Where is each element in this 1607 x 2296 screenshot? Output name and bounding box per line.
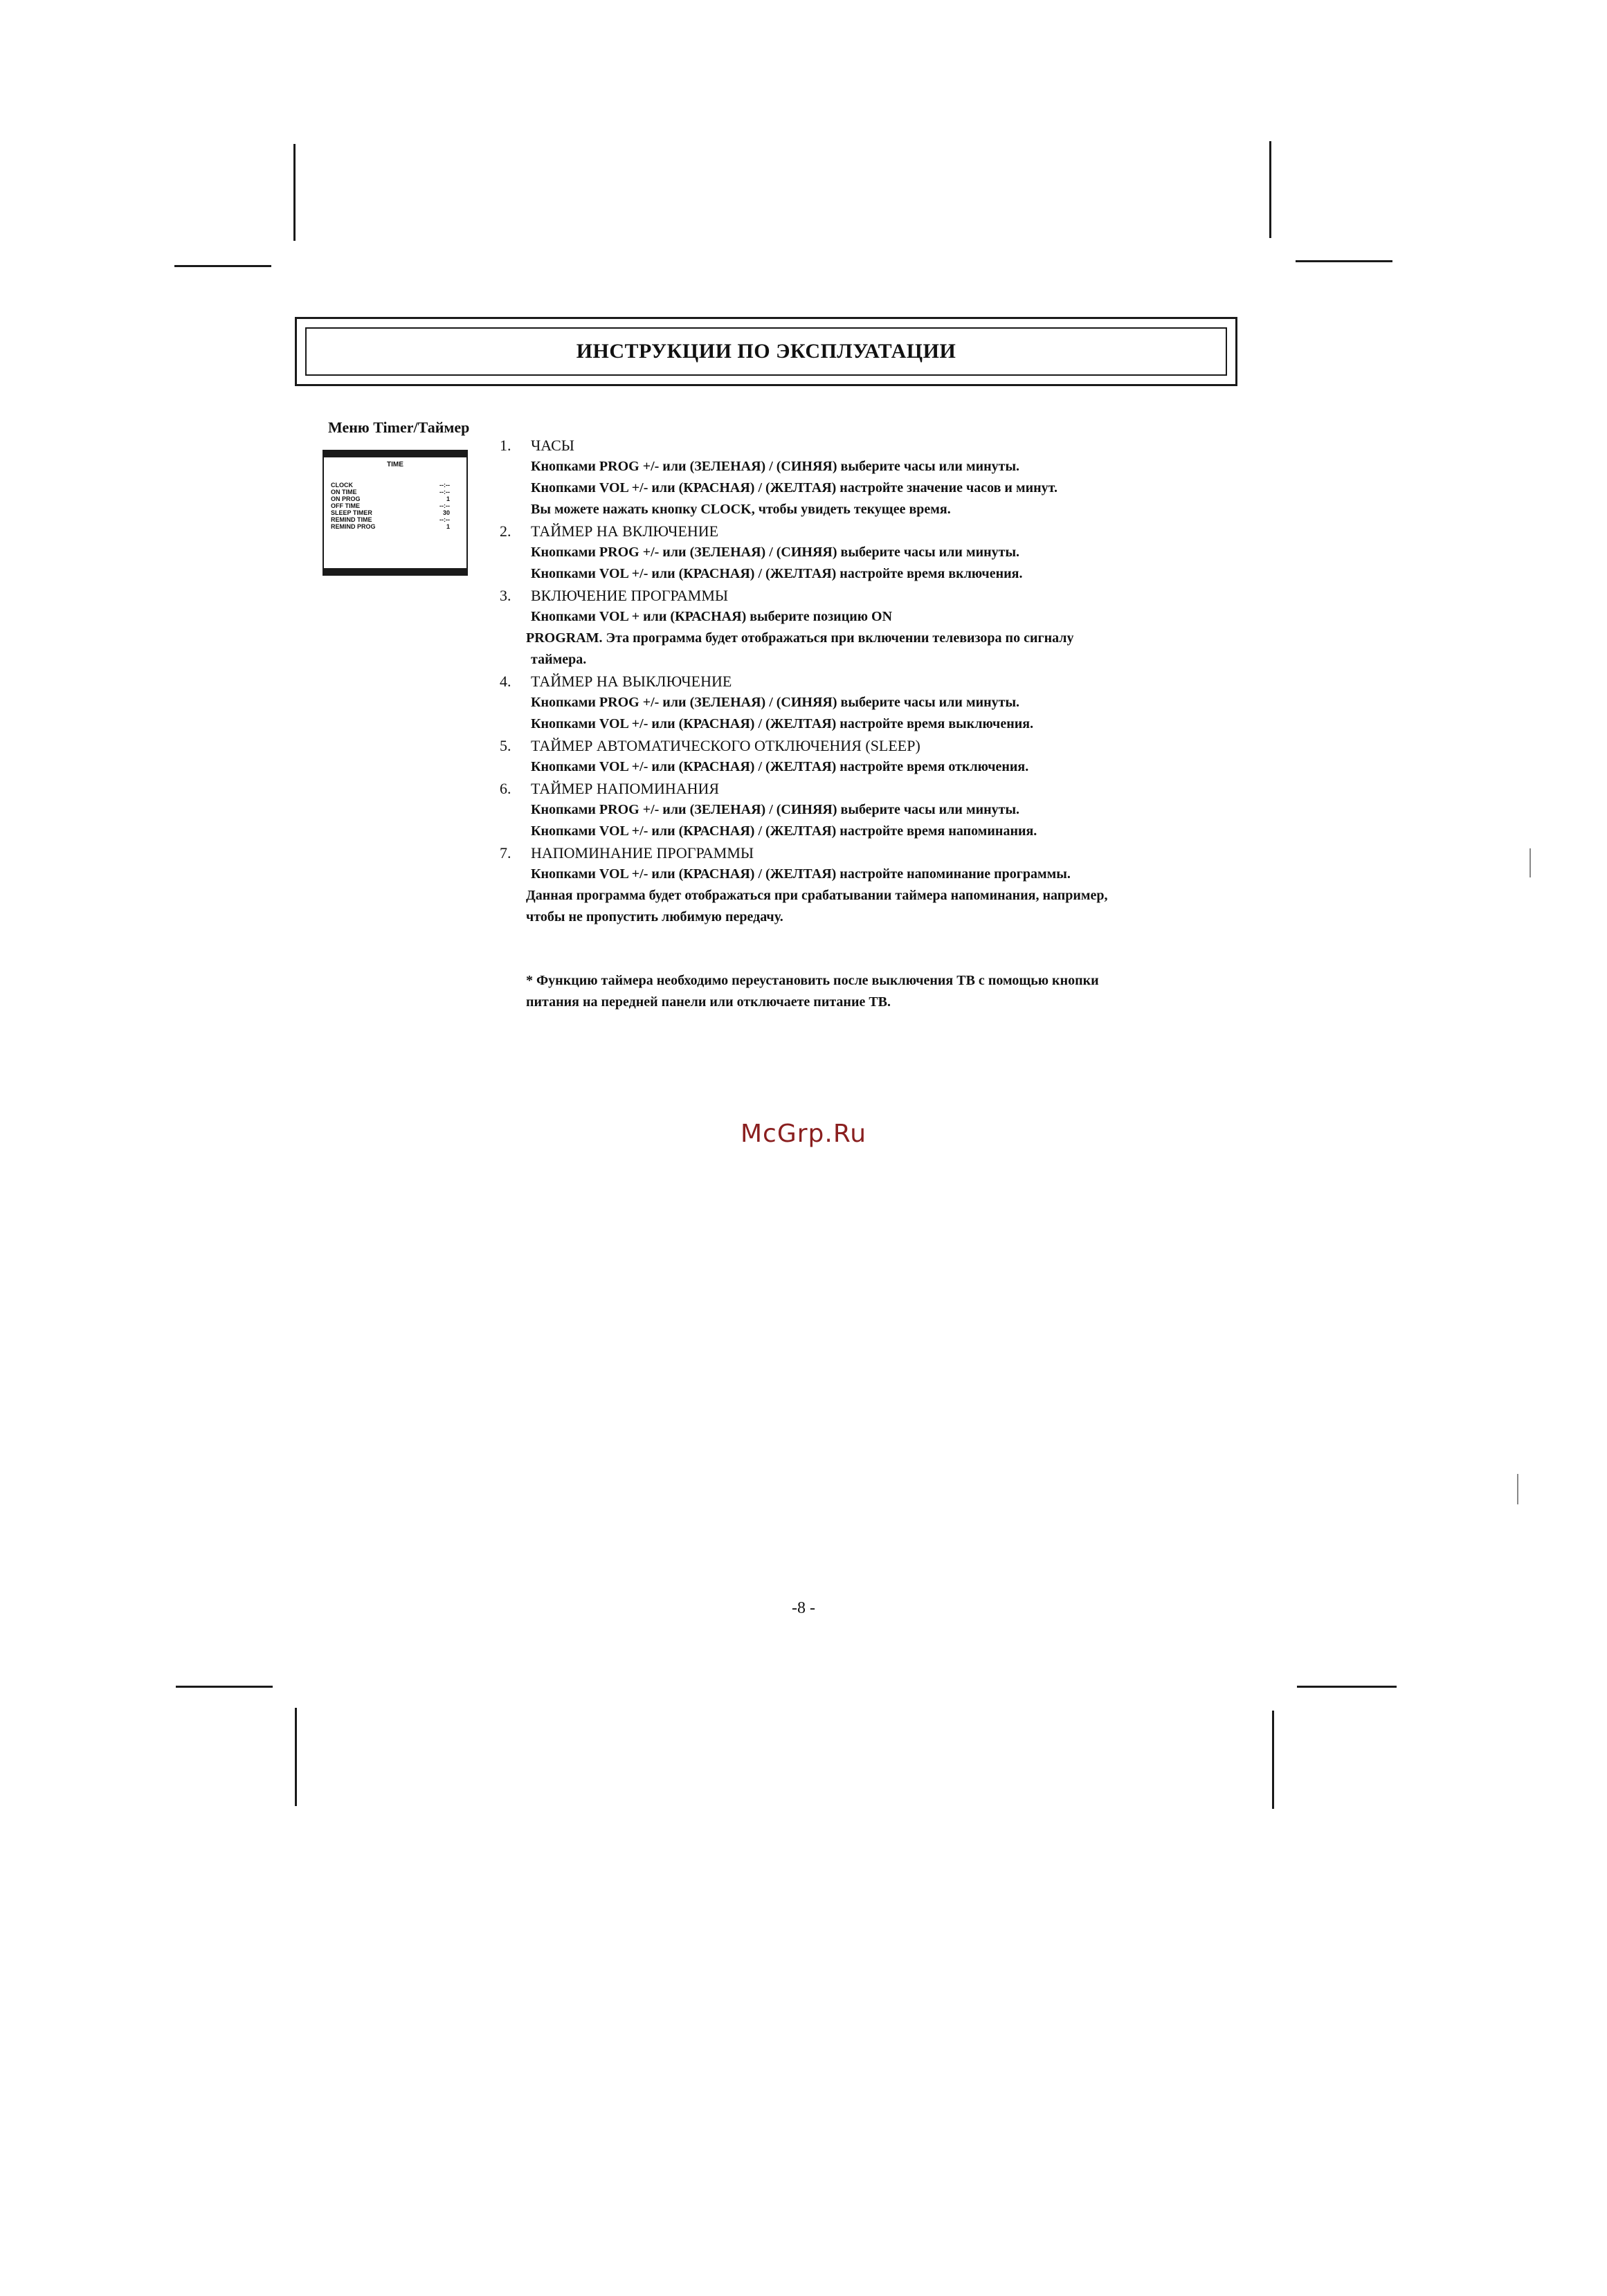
osd-row-label: REMIND TIME [331,516,372,523]
item-title: ТАЙМЕР НАПОМИНАНИЯ [531,780,720,797]
osd-row [331,482,450,489]
item-line: Вы можете нажать кнопку CLOCK, чтобы увидеть текущее время. [531,502,951,517]
instruction-item [500,735,1247,778]
item-number: 6. [500,780,511,797]
item-number: 5. [500,737,511,754]
item-line: Кнопками PROG +/- или (ЗЕЛЕНАЯ) / (СИНЯЯ) выберите часы или минуты. [531,802,1020,817]
menu-heading: Меню Timer/Таймер [328,419,470,436]
item-number: 4. [500,673,511,690]
osd-row-label: ON TIME [331,489,357,495]
crop-mark-top-left-vertical [293,144,296,241]
instruction-item [500,671,1247,735]
item-number: 7. [500,844,511,862]
item-title: ЧАСЫ [531,437,574,454]
item-line: Кнопками PROG +/- или (ЗЕЛЕНАЯ) / (СИНЯЯ) выберите часы или минуты. [531,459,1020,474]
crop-mark-bottom-left-horizontal [176,1686,273,1688]
item-title: ТАЙМЕР НА ВКЛЮЧЕНИЕ [531,522,719,540]
item-title: ТАЙМЕР АВТОМАТИЧЕСКОГО ОТКЛЮЧЕНИЯ (SLEEP) [531,737,920,754]
crop-mark-bottom-left-vertical [295,1708,297,1806]
item-line: PROGRAM. Эта программа будет отображаться при включении телевизора по сигналу [526,630,1074,646]
crop-mark-bottom-right-vertical [1272,1711,1274,1809]
header-inner-frame [305,327,1227,376]
crop-mark-top-right-horizontal [1296,260,1392,262]
osd-row-value: --:-- [439,502,450,509]
item-line: Кнопками VOL +/- или (КРАСНАЯ) / (ЖЕЛТАЯ) настройте время выключения. [531,716,1034,731]
osd-row [331,502,450,509]
item-line: Кнопками VOL +/- или (КРАСНАЯ) / (ЖЕЛТАЯ) настройте время напоминания. [531,823,1037,839]
item-line: Данная программа будет отображаться при срабатывании таймера напоминания, например, [526,888,1108,903]
item-number: 1. [500,437,511,454]
instruction-item [500,585,1247,671]
osd-row-value: 30 [442,509,450,516]
osd-row-value: --:-- [439,489,450,495]
margin-mark [1517,1474,1527,1504]
instruction-item [500,435,1247,520]
crop-mark-bottom-right-horizontal [1297,1686,1397,1688]
timer-menu-illustration [323,450,468,576]
osd-row-value: 1 [446,523,450,530]
item-line: Кнопками VOL +/- или (КРАСНАЯ) / (ЖЕЛТАЯ) настройте напоминание программы. [531,866,1071,882]
crop-mark-top-right-vertical [1269,141,1271,238]
item-line: Кнопками PROG +/- или (ЗЕЛЕНАЯ) / (СИНЯЯ) выберите часы или минуты. [531,545,1020,560]
osd-row [331,523,450,530]
item-line: Кнопками PROG +/- или (ЗЕЛЕНАЯ) / (СИНЯЯ) выберите часы или минуты. [531,695,1020,710]
item-number: 3. [500,587,511,604]
page-number: -8 - [792,1599,815,1617]
item-title: НАПОМИНАНИЕ ПРОГРАММЫ [531,844,754,862]
osd-row [331,516,450,523]
watermark: McGrp.Ru [740,1120,867,1148]
footnote-line: * Функцию таймера необходимо переустановить после выключения ТВ с помощью кнопки [526,973,1099,988]
item-line: чтобы не пропустить любимую передачу. [526,909,783,924]
osd-row [331,489,450,495]
instructions-list [500,435,1247,928]
osd-row-value: --:-- [439,482,450,489]
footnote-line: питания на передней панели или отключаете питание ТВ. [526,994,891,1010]
osd-row-label: ON PROG [331,495,361,502]
crop-mark-top-left-horizontal [174,265,271,267]
osd-row [331,509,450,516]
instruction-item [500,842,1247,928]
footnote [526,970,1246,1013]
osd-bottom-bar [324,568,466,574]
header-box [295,317,1237,386]
item-line: Кнопками VOL +/- или (КРАСНАЯ) / (ЖЕЛТАЯ) настройте время отключения. [531,759,1029,774]
osd-row-label: REMIND PROG [331,523,376,530]
osd-row-label: OFF TIME [331,502,360,509]
instruction-item [500,778,1247,842]
item-line: Кнопками VOL +/- или (КРАСНАЯ) / (ЖЕЛТАЯ) настройте время включения. [531,566,1023,581]
osd-row-value: 1 [446,495,450,502]
item-line: Кнопками VOL + или (КРАСНАЯ) выберите позицию ON [531,609,893,624]
item-number: 2. [500,522,511,540]
item-title: ТАЙМЕР НА ВЫКЛЮЧЕНИЕ [531,673,732,690]
item-title: ВКЛЮЧЕНИЕ ПРОГРАММЫ [531,587,729,604]
instruction-item [500,520,1247,585]
item-line: таймера. [531,652,587,667]
item-line: Кнопками VOL +/- или (КРАСНАЯ) / (ЖЕЛТАЯ) настройте значение часов и минут. [531,480,1057,495]
osd-top-bar [324,451,466,457]
osd-row-label: CLOCK [331,482,353,489]
osd-row-value: --:-- [439,516,450,523]
osd-title: TIME [387,461,403,468]
osd-row-label: SLEEP TIMER [331,509,372,516]
osd-row [331,495,450,502]
margin-mark [1529,848,1539,877]
page-title: ИНСТРУКЦИИ ПО ЭКСПЛУАТАЦИИ [576,340,956,363]
